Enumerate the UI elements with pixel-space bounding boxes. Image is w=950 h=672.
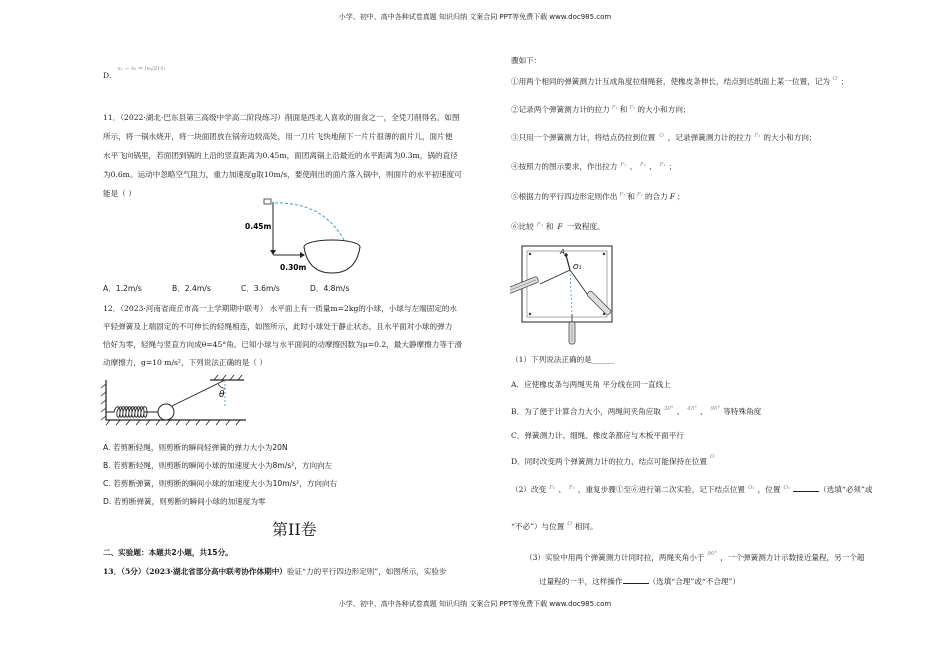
q10-option-d [103, 63, 166, 80]
subq-2: （2）改变 $^{F_1}$ 、 $^{F_2}$ ，重复步骤①至⑥进行第二次实验，记下结点位置 $^{O_2}$ ，位置 $^{O_2}$ （选填“必须”或 [511, 485, 873, 494]
subq-1-option-d: D．同时改变两个弹簧测力计的拉力，结点可能保持在位置 $^O$ [511, 454, 715, 466]
q12-option-a: A. 若剪断轻绳，则剪断的瞬间轻弹簧的弹力大小为20N [103, 443, 288, 452]
q12-line-4: 动摩擦力，g=10 m/s²，下列说法正确的是（ ） [103, 358, 267, 367]
q13-source: 13．（5分）（2023·湖北省部分高中联考协作体期中） [103, 567, 287, 576]
q12-line-1: 12．（2023·河南省商丘市高一上学期期中联考） 水平面上有一质量m=2kg的小球，小球与左端固定的水 [103, 304, 458, 313]
point-a-label: A [560, 248, 565, 256]
subq-3-answer-blank[interactable] [623, 576, 649, 584]
subq-3: （3）实验中用两个弹簧测力计同时拉，两绳夹角小于 $^{90^\circ}$ ，一个弹簧测力计示数接近量程，另一个超 [525, 551, 865, 562]
noodle-pot-figure [228, 196, 368, 274]
q13-text: 验证“力的平行四边形定则”，如图所示，实验步 [286, 567, 447, 576]
subq-2-cont: “不必”）与位置 $^O$ 相同。 [511, 521, 598, 531]
trajectory-path [275, 203, 344, 240]
page-header: 小学、初中、高中各种试卷真题 知识归纳 文案合同 PPT等免费下载 www.doc985.com [338, 13, 612, 21]
step-1: ①用两个相同的弹簧测力计互成角度拉细绳套，使橡皮条伸长，结点到达纸面上某一位置，记为 $^O$ ； [511, 76, 849, 86]
ball [158, 404, 174, 420]
subq-1: （1）下列说法正确的是______ [511, 355, 615, 364]
q11-line-3: 水平飞向锅里，若面团到锅的上沿的竖直距离为0.45m，面团离锅上沿最近的水平距离为0.3m，锅的直径 [103, 151, 458, 160]
parallelogram-experiment-figure [510, 244, 618, 346]
step-5: ⑤根据力的平行四边形定则作出 $^{F_1}$ 和 $^{F_2}$ 的合力 F ； [511, 192, 685, 201]
q11-line-4: 为0.6m。运动中忽略空气阻力，重力加速度g取10m/s，要使削出的面片落入锅中，则面片的水平初速度可 [103, 170, 462, 179]
q11-option-c: C．3.6m/s [241, 284, 280, 293]
q11-option-d: D．4.8m/s [310, 284, 350, 293]
step-3: ③只用一个弹簧测力计，将结点仍拉到位置 $^O$ ，记录弹簧测力计的拉力 $^{F_3}$ 的大小和方向； [511, 133, 817, 142]
theta-label: θ [219, 390, 225, 400]
subq-1-option-a: A．应使橡皮条与两绳夹角 平分线在同一直线上 [511, 380, 671, 389]
spring-ball-figure [100, 372, 250, 430]
q12-option-b: B. 若剪断轻绳，则剪断的瞬间小球的加速度大小为8m/s²，方向向左 [103, 461, 333, 470]
point-o1-label: O₁ [573, 263, 582, 271]
step-4: ④按照力的图示要求，作出拉力 $^{F_1}$ 、 $^{F_2}$ 、 $^{F_3}$ ； [511, 162, 677, 171]
q12-option-d: D. 若剪断弹簧，则剪断的瞬间小球的加速度为零 [103, 497, 266, 506]
q12-line-2: 平轻弹簧及上端固定的不可伸长的轻绳相连，如图所示，此时小球处于静止状态，且水平面对小球的弹力 [103, 322, 453, 331]
q13-line-1 [103, 567, 447, 576]
q11-option-b: B．2.4m/s [172, 284, 211, 293]
rope [172, 380, 225, 406]
section-title: 第II卷 [272, 520, 317, 539]
subq-2-answer-blank[interactable] [793, 484, 819, 492]
page-footer: 小学、初中、高中各种试卷真题 知识归纳 文案合同 PPT等免费下载 www.doc985.com [338, 600, 612, 608]
q10-option-d-formula: x₁ − x₂ = (v₀/2)·t₁ [117, 66, 166, 72]
q12-line-3: 恰好为零，轻绳与竖直方向成θ=45°角。已知小球与水平面间的动摩擦因数为μ=0.2，最大静摩擦力等于滑 [103, 340, 463, 349]
q10-option-d-label: D. [103, 71, 112, 80]
q11-line-2: 所示，将一锅水烧开，将一块面团放在锅旁边较高处，用一刀片飞快地削下一片片很薄的面片儿，面片便 [103, 132, 453, 141]
step-2: ②记录两个弹簧测力计的拉力 $^{F_1}$ 和 $^{F_2}$ 的大小和方向； [511, 105, 691, 114]
subq-1-option-c: C．弹簧测力计、细绳、橡皮条都应与木板平面平行 [511, 431, 684, 440]
pot-body [304, 247, 360, 273]
height-label: 0.45m [245, 222, 272, 231]
distance-label: 0.30m [280, 263, 307, 272]
dough-block [264, 199, 271, 204]
q12-option-c: C. 若剪断弹簧，则剪断的瞬间小球的加速度大小为10m/s²，方向向右 [103, 479, 338, 488]
subq-3-cont: 过量程的一半，这样操作 （选填“合理”或“不合理”） [539, 577, 740, 586]
section-2-heading: 二、实验题：本题共2小题，共15分。 [103, 548, 233, 557]
q11-option-a: A．1.2m/s [103, 284, 142, 293]
spring [106, 407, 158, 418]
q11-line-1: 11．（2022·湖北·巴东县第三高级中学高二阶段练习）削面是西北人喜欢的面食之一，全凭刀削得名。如图 [103, 113, 460, 122]
steps-intro: 骤如下： [511, 56, 542, 65]
q11-line-5: 能是（ ） [103, 189, 136, 198]
subq-1-option-b: B．为了便于计算合力大小，两绳间夹角应取 $^{30^\circ}$ 、 $^{45^\circ}$ 、 $^{90^\circ}$ 等特殊角度 [511, 406, 762, 416]
step-6: ⑥比较 $^{F_3}$ 和 F 一致程度。 [511, 222, 605, 231]
